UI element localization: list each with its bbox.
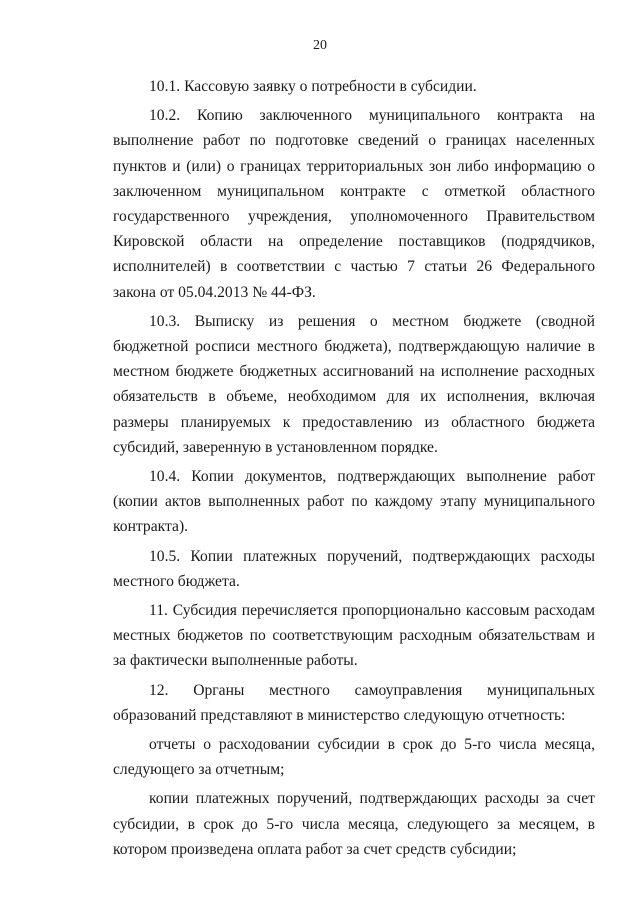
paragraph-12-item-payment-copies: копии платежных поручений, подтверждающих расходы за счет субсидии, в срок до 5-го числа месяца, следующего за месяцем, в котором произведена оплата работ за счет средств субсидии; — [113, 790, 595, 858]
paragraph-10-1: 10.1. Кассовую заявку о потребности в субсидии. — [149, 78, 477, 95]
paragraph-12: 12. Органы местного самоуправления муниципальных образований представляют в министерство следующую отчетность: — [113, 681, 595, 724]
paragraph-10-3: 10.3. Выписку из решения о местном бюджете (сводной бюджетной росписи местного бюджета), подтверждающую наличие в местном бюджете бюджетных ассигнований на исполнение расходных обязательств в объеме, необходимом для их исполнения, включая размеры планируемых к предоставлению из областного бюджета субсидий, заверенную в установленном порядке. — [113, 312, 595, 456]
paragraph-12-item-reports: отчеты о расходовании субсидии в срок до 5-го числа месяца, следующего за отчетным; — [113, 736, 595, 779]
document-body — [113, 74, 595, 866]
paragraph-10-5: 10.5. Копии платежных поручений, подтверждающих расходы местного бюджета. — [113, 547, 595, 590]
paragraph-10-2: 10.2. Копию заключенного муниципального контракта на выполнение работ по подготовке сведений о границах населенных пунктов и (или) о границах территориальных зон либо информацию о заключенном муниципальном контракте с отметкой областного государственного учреждения, уполномоченного Правительством Кировской области на определение поставщиков (подрядчиков, исполнителей) в соответствии с частью 7 статьи 26 Федерального закона от 05.04.2013 № 44-ФЗ. — [113, 107, 595, 301]
paragraph-11: 11. Субсидия перечисляется пропорционально кассовым расходам местных бюджетов по соответствующим расходным обязательствам и за фактически выполненные работы. — [113, 602, 595, 670]
page-number: 20 — [313, 38, 327, 53]
paragraph-10-4: 10.4. Копии документов, подтверждающих выполнение работ (копии актов выполненных работ по каждому этапу муниципального контракта). — [113, 468, 595, 536]
